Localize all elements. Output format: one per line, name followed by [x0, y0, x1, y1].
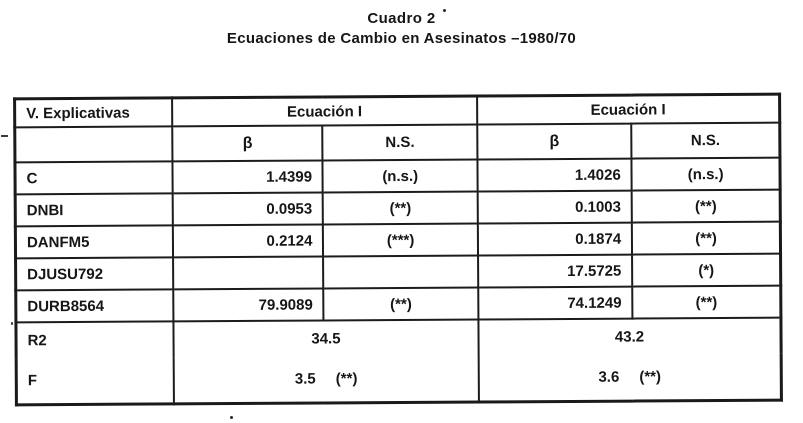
regression-results-table	[13, 93, 783, 407]
ns-value: (**)	[632, 286, 780, 319]
table-title	[0, 9, 803, 49]
ns-value: (*)	[632, 254, 780, 287]
ns-value: (**)	[632, 190, 780, 223]
row-label: DNBI	[15, 193, 173, 226]
empty-corner-cell	[15, 126, 173, 162]
beta-value: 74.1249	[478, 287, 633, 320]
ns-value: (**)	[632, 222, 780, 255]
row-label: C	[15, 161, 173, 194]
ns-value: (***)	[323, 224, 478, 257]
beta-column-header-1: β	[172, 125, 323, 161]
ns-value: (**)	[324, 288, 479, 321]
beta-value: 0.2124	[173, 224, 324, 257]
ns-column-header-1: N.S.	[323, 125, 478, 161]
table-row-r2	[16, 318, 781, 359]
f-stat-significance: (**)	[335, 370, 358, 388]
beta-value: 1.4399	[172, 160, 323, 193]
scan-speck	[11, 322, 13, 325]
ns-value: (n.s.)	[632, 158, 780, 191]
row-label: DURB8564	[16, 289, 174, 322]
beta-column-header-2: β	[477, 124, 632, 160]
f-value-eq2	[478, 354, 781, 402]
beta-value-empty	[173, 256, 324, 289]
scan-speck	[230, 416, 233, 419]
sub-header-row	[15, 123, 780, 163]
table-row-durb8564	[16, 286, 781, 323]
scan-speck	[443, 9, 446, 12]
beta-value: 17.5725	[478, 255, 633, 288]
f-stat-significance: (**)	[639, 368, 662, 386]
corner-header: V. Explicativas	[15, 98, 173, 127]
table-row-danfm5	[15, 222, 780, 259]
table-row-djusu792	[16, 254, 781, 291]
row-label: F	[16, 357, 174, 404]
table-row-dnbi	[15, 190, 780, 227]
table-row-f	[16, 354, 781, 405]
f-stat: 3.6	[598, 368, 620, 386]
beta-value: 0.1003	[477, 191, 632, 224]
r2-value-eq2: 43.2	[478, 318, 781, 356]
ns-value-empty	[324, 256, 479, 289]
f-value-eq1	[174, 356, 479, 404]
title-line2: Ecuaciones de Cambio en Asesinatos –1980/70	[226, 30, 577, 47]
ns-value: (n.s.)	[323, 160, 478, 193]
beta-value: 0.1874	[478, 223, 633, 256]
scan-dash-artifact	[1, 135, 8, 137]
beta-value: 79.9089	[173, 288, 324, 321]
group-header-equation-1: Ecuación I	[172, 96, 477, 126]
table-row-c	[15, 158, 780, 195]
row-label: DANFM5	[15, 225, 173, 258]
ns-value: (**)	[323, 192, 478, 225]
beta-value: 0.0953	[173, 192, 324, 225]
group-header-equation-2: Ecuación I	[477, 94, 780, 124]
beta-value: 1.4026	[477, 159, 632, 192]
row-label: DJUSU792	[16, 257, 174, 290]
f-stat: 3.5	[294, 370, 316, 388]
title-line1: Cuadro 2	[367, 10, 436, 27]
r2-value-eq1: 34.5	[173, 320, 478, 358]
row-label: R2	[16, 321, 174, 358]
group-header-row	[15, 94, 780, 127]
ns-column-header-2: N.S.	[631, 123, 779, 159]
